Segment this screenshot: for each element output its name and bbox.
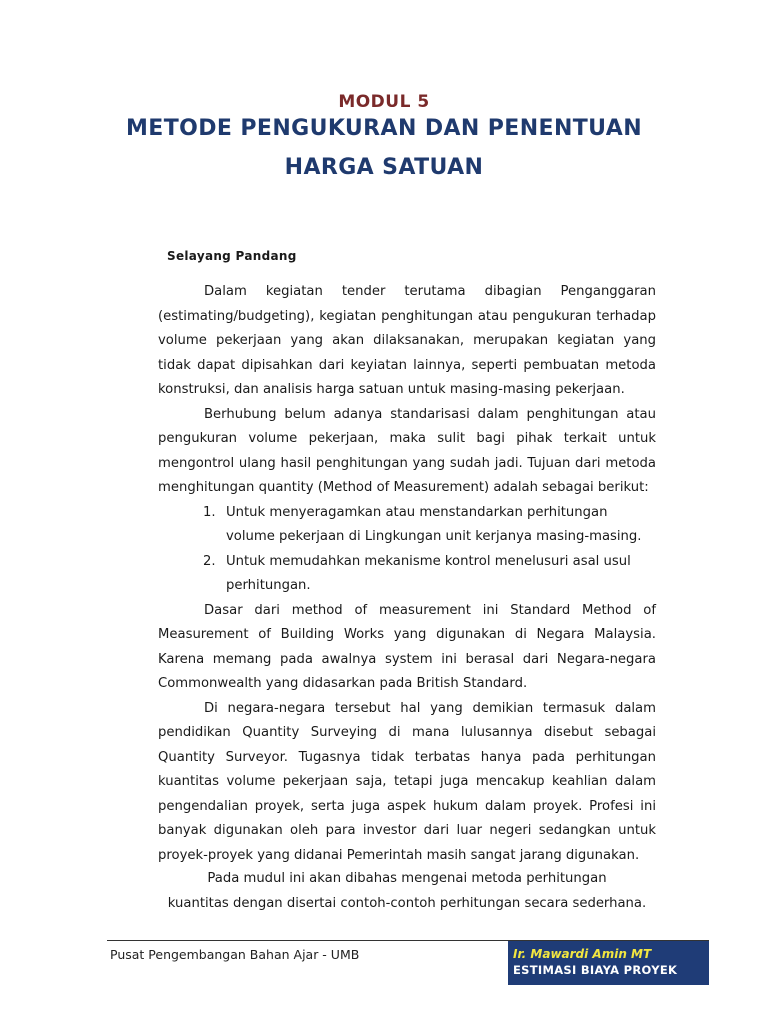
footer-author: Ir. Mawardi Amin MT <box>513 947 652 961</box>
closing-line-1: Pada mudul ini akan dibahas mengenai metoda perhitungan <box>207 871 607 886</box>
module-number: MODUL 5 <box>338 92 430 112</box>
list-item <box>158 501 656 550</box>
page-title-line-2: HARGA SATUAN <box>284 155 484 180</box>
list-item <box>158 550 656 599</box>
objectives-list <box>158 501 656 599</box>
list-item-text: Untuk menyeragamkan atau menstandarkan perhitungan volume pekerjaan di Lingkungan unit kerjanya masing-masing. <box>226 504 642 544</box>
footer-author-box <box>508 941 709 985</box>
list-item-number: 2. <box>203 553 216 569</box>
footer-institution: Pusat Pengembangan Bahan Ajar - UMB <box>110 947 360 962</box>
paragraph-1: Dalam kegiatan tender terutama dibagian Penganggaran (estimating/budgeting), kegiatan penghitungan atau pengukuran terhadap volume pekerjaan yang akan dilaksanakan, merupakan kegiatan yang tidak dapat dipisahkan dari keyiatan lainnya, seperti pembuatan metoda konstruksi, dan analisis harga satuan untuk masing-masing pekerjaan. <box>158 284 656 397</box>
closing-line-2: kuantitas dengan disertai contoh-contoh perhitungan secara sederhana. <box>167 895 647 911</box>
list-item-text: Untuk memudahkan mekanisme kontrol menelusuri asal usul perhitungan. <box>226 553 631 593</box>
page-title-line-1: METODE PENGUKURAN DAN PENENTUAN <box>125 116 643 141</box>
footer-course: ESTIMASI BIAYA PROYEK <box>513 963 678 977</box>
body-text <box>158 280 656 868</box>
list-item-number: 1. <box>203 504 216 520</box>
closing-paragraph <box>158 867 656 916</box>
paragraph-4: Di negara-negara tersebut hal yang demikian termasuk dalam pendidikan Quantity Surveying di mana lulusannya disebut sebagai Quantity Surveyor. Tugasnya tidak terbatas hanya pada perhitungan kuantitas volume pekerjaan saja, tetapi juga mencakup keahlian dalam pengendalian proyek, serta juga aspek hukum dalam proyek. Profesi ini banyak digunakan oleh para investor dari luar negeri sedangkan untuk proyek-proyek yang didanai Pemerintah masih sangat jarang digunakan. <box>158 700 656 863</box>
paragraph-2: Berhubung belum adanya standarisasi dalam penghitungan atau pengukuran volume pekerjaan, maka sulit bagi pihak terkait untuk mengontrol ulang hasil penghitungan yang sudah jadi. Tujuan dari metoda menghitungan quantity (Method of Measurement) adalah sebagai berikut: <box>158 406 656 495</box>
section-heading: Selayang Pandang <box>167 249 297 263</box>
paragraph-3: Dasar dari method of measurement ini Standard Method of Measurement of Building Works yang digunakan di Negara Malaysia. Karena memang pada awalnya system ini berasal dari Negara-negara Commonwealth yang didasarkan pada British Standard. <box>158 602 656 691</box>
